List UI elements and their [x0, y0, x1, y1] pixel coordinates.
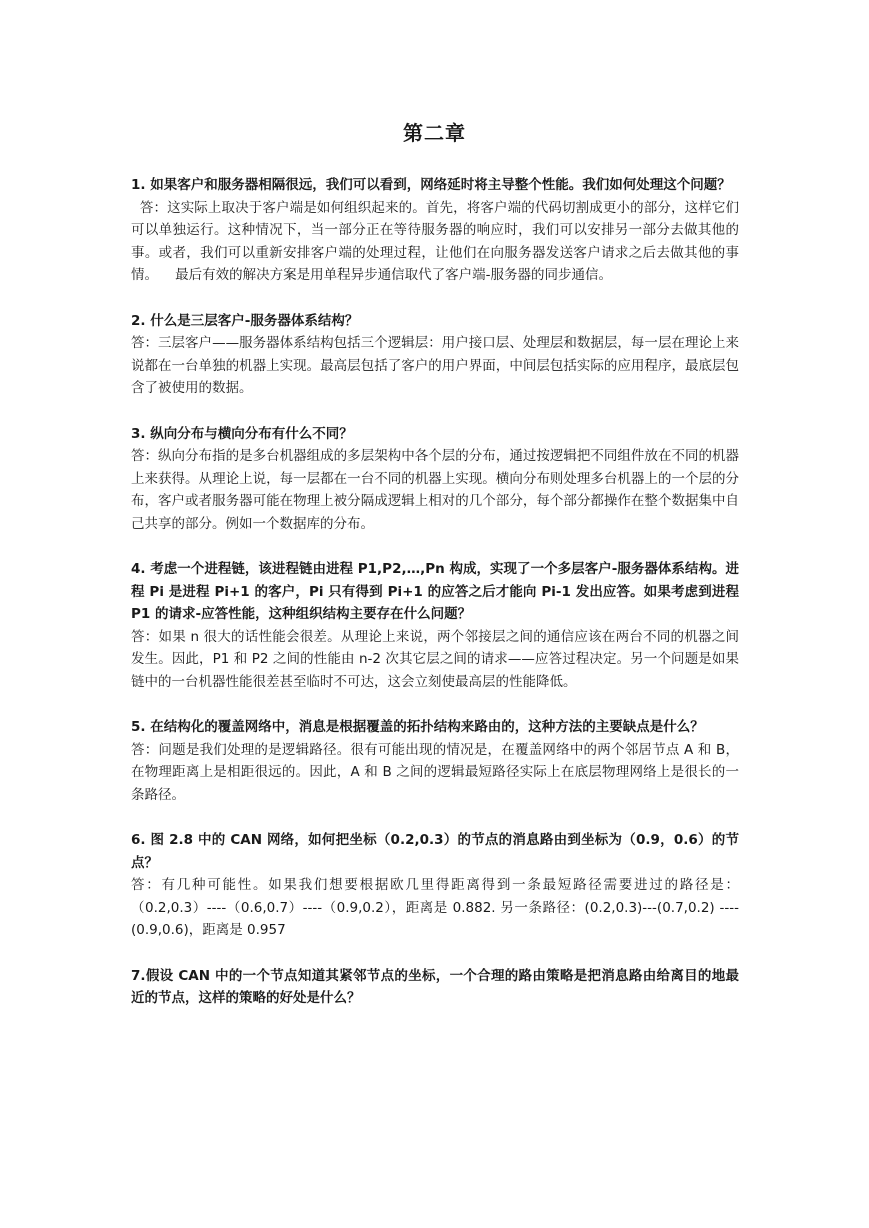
answer-1: 答：这实际上取决于客户端是如何组织起来的。首先，将客户端的代码切割成更小的部分，这样它们可以单独运行。这种情况下，当一部分正在等待服务器的响应时，我们可以安排另一部分去做其他的事。或者，我们可以重新安排客户端的处理过程，让他们在向服务器发送客户请求之后去做其他的事情。 最后有效的解决方案是用单程异步通信取代了客户端-服务器的同步通信。 [131, 199, 739, 283]
qa-item-4 [131, 558, 739, 693]
qa-item-5 [131, 716, 739, 806]
question-5: 5. 在结构化的覆盖网络中，消息是根据覆盖的拓扑结构来路由的，这种方法的主要缺点是什么？ [131, 719, 704, 735]
answer-5: 答：问题是我们处理的是逻辑路径。很有可能出现的情况是，在覆盖网络中的两个邻居节点 A 和 B，在物理距离上是相距很远的。因此，A 和 B 之间的逻辑最短路径实际上在底层物理网络上是很长的一条路径。 [131, 741, 739, 803]
question-4: 4. 考虑一个进程链，该进程链由进程 P1,P2,…,Pn 构成，实现了一个多层客户-服务器体系结构。进程 Pi 是进程 Pi+1 的客户，Pi 只有得到 Pi+1 的应答之后才能向 Pi-1 发出应答。如果考虑到进程 P1 的请求-应答性能，这种组织结构主要存在什么问题？ [131, 561, 739, 622]
question-3: 3. 纵向分布与横向分布有什么不同？ [131, 425, 353, 442]
question-7: 7.假设 CAN 中的一个节点知道其紧邻节点的坐标，一个合理的路由策略是把消息路由给离目的地最近的节点，这样的策略的好处是什么？ [131, 967, 739, 1006]
answer-4: 答：如果 n 很大的话性能会很差。从理论上来说，两个邻接层之间的通信应该在两台不同的机器之间发生。因此，P1 和 P2 之间的性能由 n-2 次其它层之间的请求——应答过程决定。另一个问题是如果链中的一台机器性能很差甚至临时不可达，这会立刻使最高层的性能降低。 [131, 628, 739, 690]
question-1: 1. 如果客户和服务器相隔很远，我们可以看到，网络延时将主导整个性能。我们如何处理这个问题？ [131, 177, 731, 193]
qa-item-1 [131, 174, 739, 287]
qa-list [131, 174, 739, 1033]
chapter-title: 第二章 [403, 121, 466, 145]
question-6: 6. 图 2.8 中的 CAN 网络，如何把坐标（0.2,0.3）的节点的消息路由到坐标为（0.9，0.6）的节点？ [131, 832, 739, 871]
qa-item-7 [131, 965, 739, 1010]
question-2: 2. 什么是三层客户-服务器体系结构？ [131, 312, 359, 329]
qa-item-6 [131, 829, 739, 942]
answer-3: 答：纵向分布指的是多台机器组成的多层架构中各个层的分布，通过按逻辑把不同组件放在不同的机器上来获得。从理论上说，每一层都在一台不同的机器上实现。横向分布则处理多台机器上的一个层的分布，客户或者服务器可能在物理上被分隔成逻辑上相对的几个部分，每个部分都操作在整个数据集中自己共享的部分。例如一个数据库的分布。 [131, 448, 739, 532]
qa-item-2 [131, 310, 739, 400]
answer-6: 答：有几种可能性。如果我们想要根据欧几里得距离得到一条最短路径需要进过的路径是：（0.2,0.3）----（0.6,0.7）----（0.9,0.2），距离是 0.882. 另一条路径：(0.2,0.3)---(0.7,0.2) ----(0.9,0.6)，距离是 0.957 [131, 877, 739, 938]
qa-item-3 [131, 423, 739, 536]
answer-2: 答：三层客户——服务器体系结构包括三个逻辑层：用户接口层、处理层和数据层，每一层在理论上来说都在一台单独的机器上实现。最高层包括了客户的用户界面，中间层包括实际的应用程序，最底层包含了被使用的数据。 [131, 335, 739, 396]
